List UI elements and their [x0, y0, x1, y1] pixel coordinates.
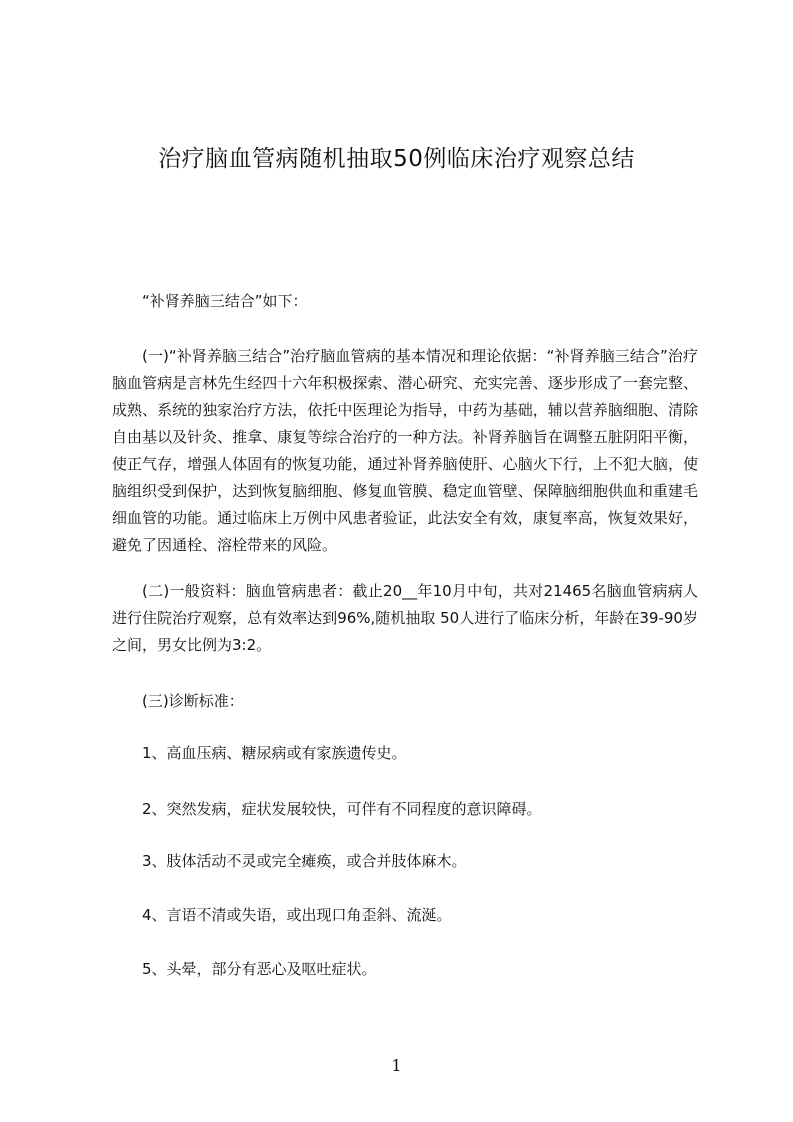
document-title: 治疗脑血管病随机抽取50例临床治疗观察总结: [158, 146, 635, 172]
page-number: 1: [391, 1056, 402, 1075]
criteria-item: 5、头晕，部分有恶心及呕吐症状。: [142, 960, 377, 978]
intro-paragraph: “补肾养脑三结合”如下：: [142, 292, 308, 310]
criteria-item: 4、言语不清或失语，或出现口角歪斜、流涎。: [142, 906, 452, 924]
criteria-item: 3、肢体活动不灵或完全瘫痪，或合并肢体麻木。: [142, 852, 467, 870]
section-one-paragraph: (一)“补肾养脑三结合”治疗脑血管病的基本情况和理论依据：“补肾养脑三结合”治疗脑血管病是言林先生经四十六年积极探索、潜心研究、充实完善、逐步形成了一套完整、成熟、系统的独家治疗方法，依托中医理论为指导，中药为基础，辅以营养脑细胞、清除自由基以及针灸、推拿、康复等综合治疗的一种方法。补肾养脑旨在调整五脏阴阳平衡，使正气存，增强人体固有的恢复功能，通过补肾养脑使肝、心脑火下行，上不犯大脑，使脑组织受到保护，达到恢复脑细胞、修复血管膜、稳定血管壁、保障脑细胞供血和重建毛细血管的功能。通过临床上万例中风患者验证，此法安全有效，康复率高，恢复效果好，避免了因通栓、溶栓带来的风险。: [112, 347, 698, 554]
criteria-item: 1、高血压病、糖尿病或有家族遗传史。: [142, 744, 407, 762]
section-two-paragraph: (二)一般资料：脑血管病患者：截止20__年10月中旬，共对21465名脑血管病病人进行住院治疗观察，总有效率达到96%,随机抽取 50人进行了临床分析，年龄在39-90岁之间，男女比例为3:2。: [112, 582, 698, 654]
section-three-heading: (三)诊断标准：: [142, 692, 244, 710]
criteria-item: 2、突然发病，症状发展较快，可伴有不同程度的意识障碍。: [142, 800, 542, 818]
